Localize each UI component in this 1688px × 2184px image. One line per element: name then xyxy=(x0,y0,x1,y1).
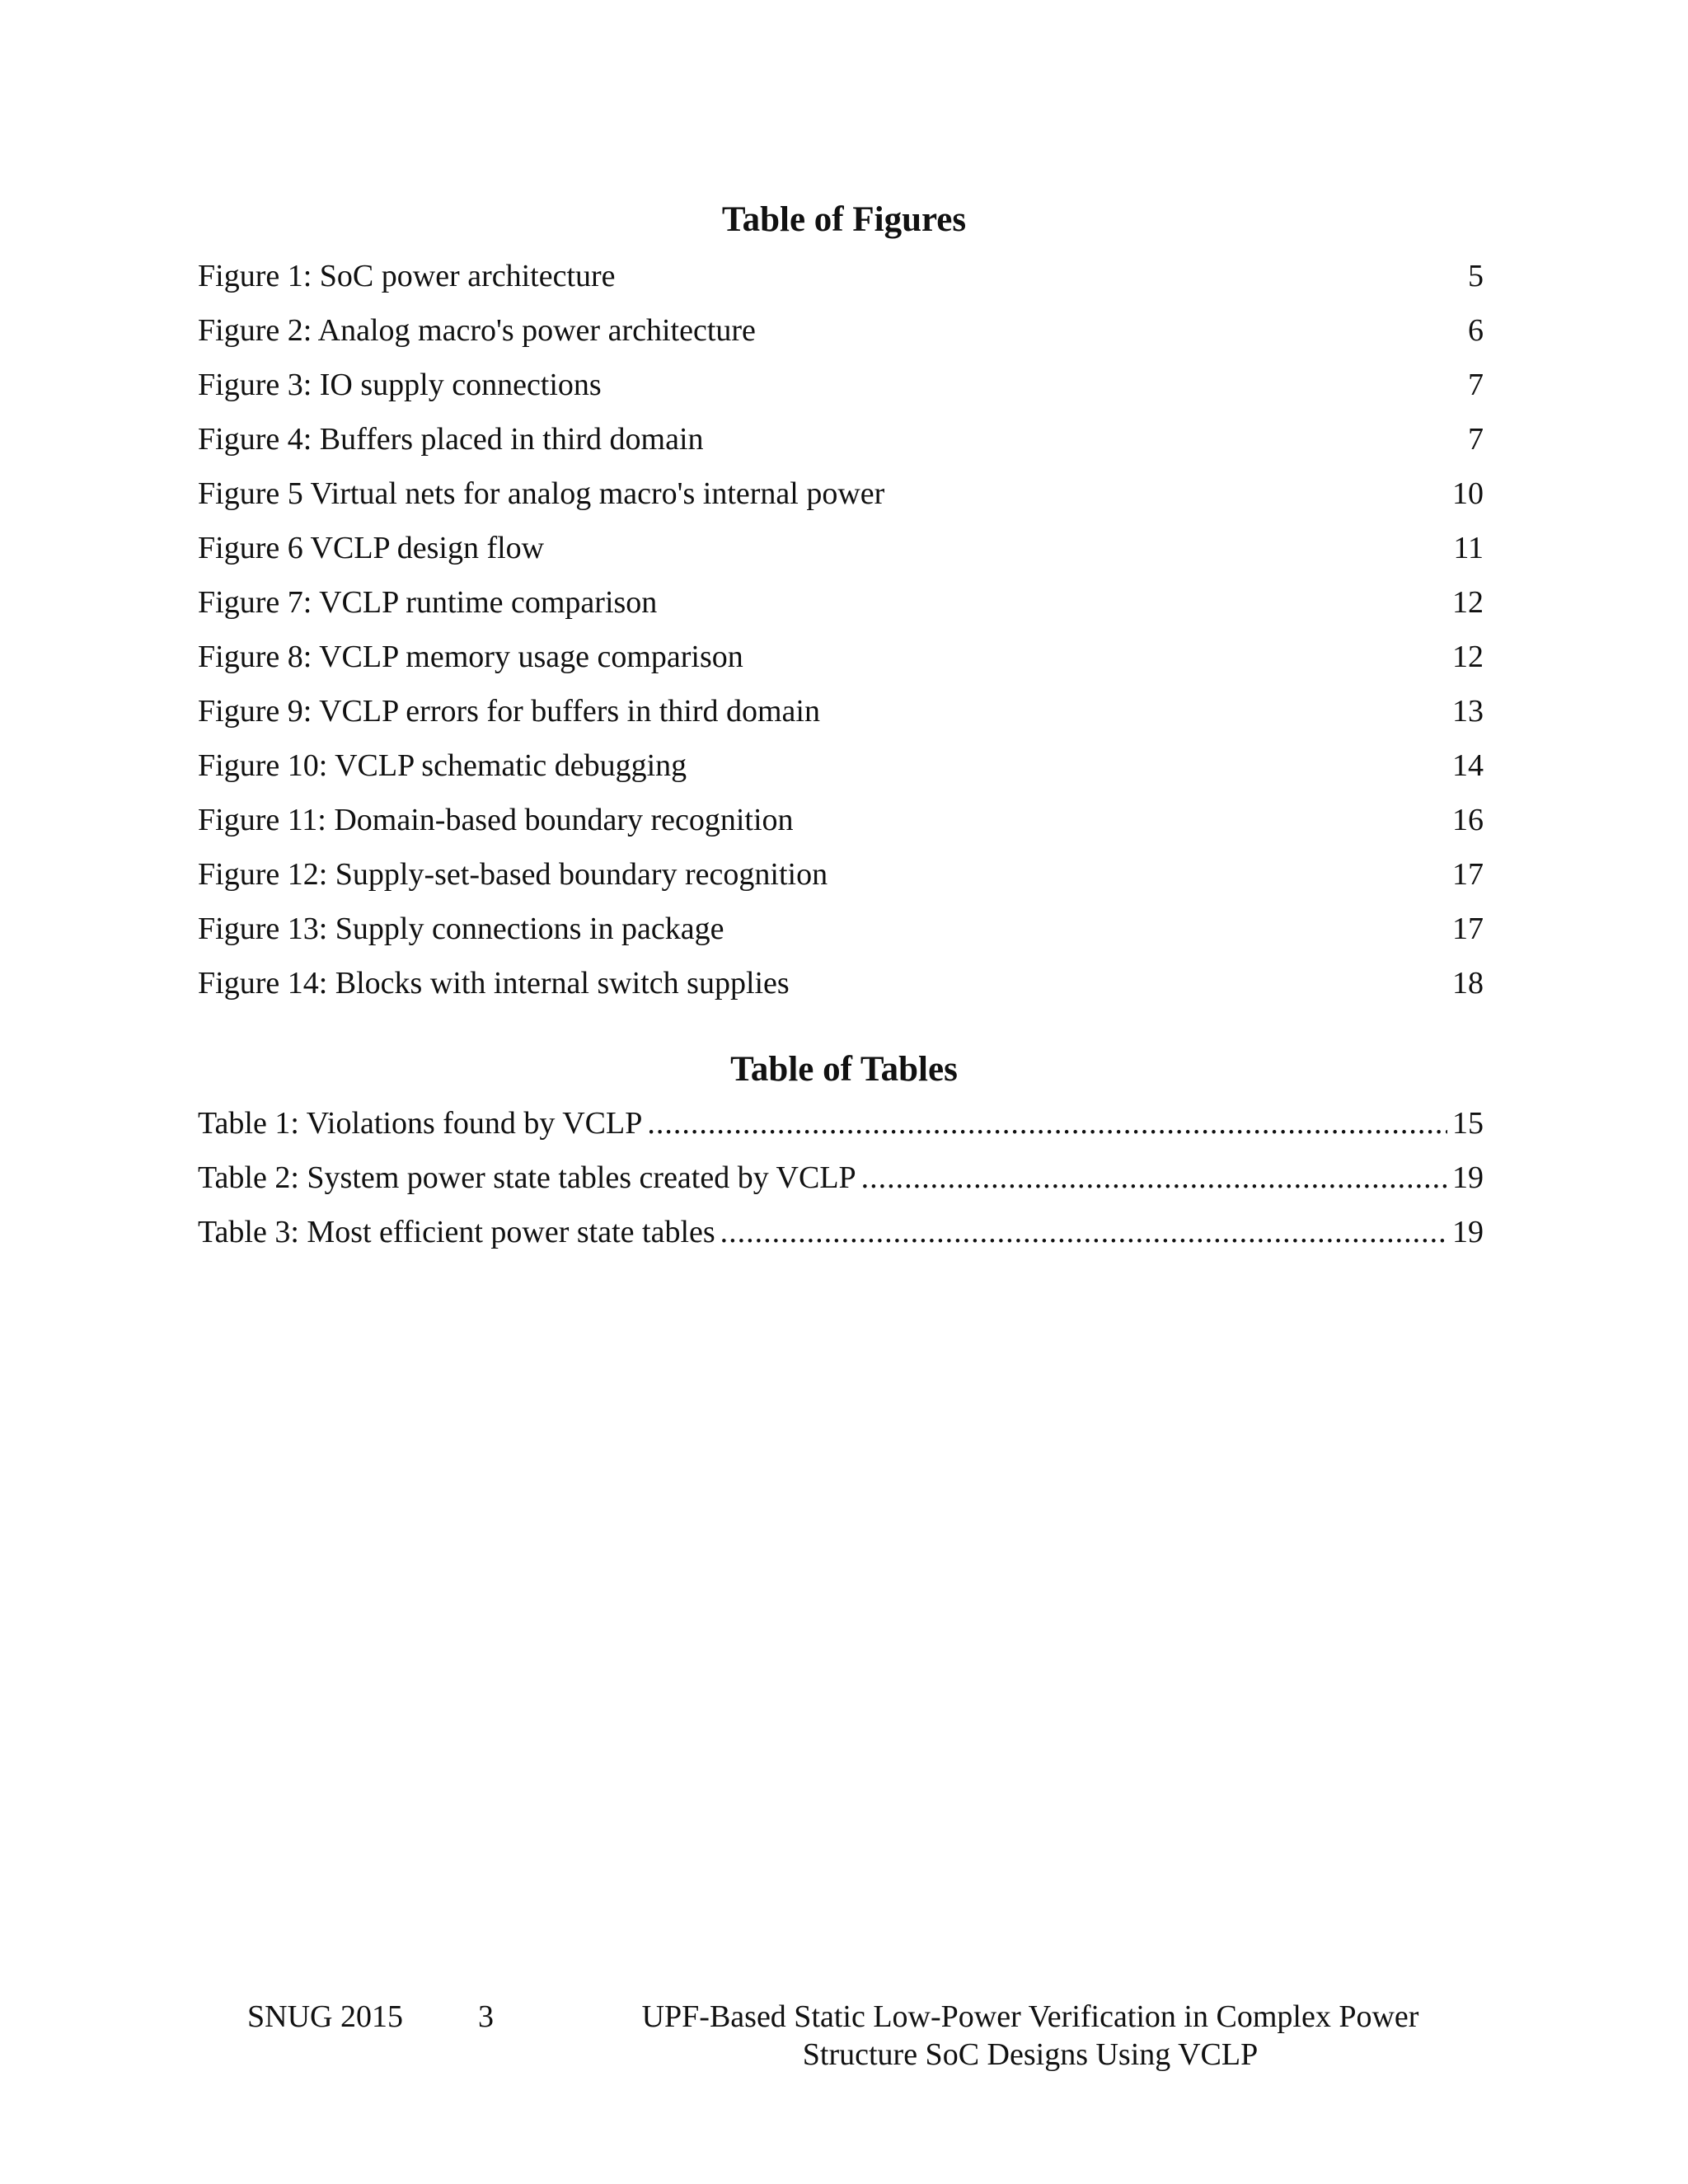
toc-entry-title[interactable]: Figure 8: VCLP memory usage comparison xyxy=(198,640,743,674)
toc-entry-page[interactable]: 13 xyxy=(1452,694,1484,729)
toc-entry-title[interactable]: Figure 5 Virtual nets for analog macro's internal power xyxy=(198,476,885,511)
figures-heading: Table of Figures xyxy=(721,200,967,239)
toc-entry-page[interactable]: 10 xyxy=(1452,476,1484,511)
toc-entry-title[interactable]: Figure 12: Supply-set-based boundary recognition xyxy=(198,857,828,892)
tables-list xyxy=(198,1104,1484,1268)
toc-entry-page[interactable]: 19 xyxy=(1452,1160,1484,1195)
toc-entry-page[interactable]: 16 xyxy=(1452,803,1484,837)
toc-entry-title[interactable]: Table 2: System power state tables created by VCLP xyxy=(198,1160,856,1195)
toc-entry-page[interactable]: 14 xyxy=(1452,748,1484,783)
figures-list xyxy=(198,257,1484,1019)
toc-entry-title[interactable]: Figure 3: IO supply connections xyxy=(198,368,602,402)
toc-row-figure-6[interactable] xyxy=(198,529,1484,583)
toc-entry-page[interactable]: 17 xyxy=(1452,857,1484,892)
toc-entry-page[interactable]: 17 xyxy=(1452,912,1484,946)
toc-entry-page[interactable]: 19 xyxy=(1452,1215,1484,1249)
toc-row-figure-1[interactable] xyxy=(198,257,1484,312)
toc-entry-title[interactable]: Figure 9: VCLP errors for buffers in third domain xyxy=(198,694,820,729)
toc-dot-leader xyxy=(720,1213,1447,1251)
toc-dot-leader xyxy=(861,1159,1447,1197)
toc-row-figure-4[interactable] xyxy=(198,420,1484,475)
toc-row-figure-14[interactable] xyxy=(198,964,1484,1019)
toc-entry-title[interactable]: Table 1: Violations found by VCLP xyxy=(198,1106,643,1141)
toc-entry-title[interactable]: Figure 11: Domain-based boundary recognition xyxy=(198,803,794,837)
toc-entry-page[interactable]: 7 xyxy=(1468,368,1484,402)
toc-dot-leader xyxy=(647,1104,1447,1142)
toc-row-figure-13[interactable] xyxy=(198,910,1484,964)
toc-row-figure-2[interactable] xyxy=(198,312,1484,366)
toc-row-figure-5[interactable] xyxy=(198,475,1484,529)
toc-entry-page[interactable]: 11 xyxy=(1453,531,1484,565)
footer-conference: SNUG 2015 xyxy=(247,1999,403,2034)
toc-row-table-3[interactable] xyxy=(198,1213,1484,1268)
toc-entry-title[interactable]: Figure 1: SoC power architecture xyxy=(198,259,616,293)
toc-row-table-1[interactable] xyxy=(198,1104,1484,1159)
toc-entry-title[interactable]: Figure 2: Analog macro's power architecture xyxy=(198,313,756,348)
toc-entry-title[interactable]: Figure 7: VCLP runtime comparison xyxy=(198,585,658,620)
toc-entry-page[interactable]: 7 xyxy=(1468,422,1484,457)
toc-entry-title[interactable]: Figure 14: Blocks with internal switch supplies xyxy=(198,966,790,1001)
tables-heading: Table of Tables xyxy=(730,1050,958,1089)
toc-row-figure-12[interactable] xyxy=(198,855,1484,910)
footer-title-line-1: UPF-Based Static Low-Power Verification in Complex Power xyxy=(641,1999,1419,2034)
toc-row-table-2[interactable] xyxy=(198,1159,1484,1213)
toc-entry-page[interactable]: 5 xyxy=(1468,259,1484,293)
footer-paper-title xyxy=(610,1998,1451,2074)
toc-entry-page[interactable]: 6 xyxy=(1468,313,1484,348)
toc-entry-title[interactable]: Figure 13: Supply connections in package xyxy=(198,912,724,946)
toc-row-figure-7[interactable] xyxy=(198,583,1484,638)
toc-row-figure-10[interactable] xyxy=(198,747,1484,801)
toc-row-figure-9[interactable] xyxy=(198,692,1484,747)
toc-entry-page[interactable]: 18 xyxy=(1452,966,1484,1001)
toc-entry-title[interactable]: Figure 10: VCLP schematic debugging xyxy=(198,748,687,783)
toc-entry-page[interactable]: 12 xyxy=(1452,640,1484,674)
toc-entry-page[interactable]: 12 xyxy=(1452,585,1484,620)
toc-row-figure-8[interactable] xyxy=(198,638,1484,692)
toc-entry-page[interactable]: 15 xyxy=(1452,1106,1484,1141)
footer-page-number: 3 xyxy=(478,1999,494,2034)
toc-row-figure-3[interactable] xyxy=(198,366,1484,420)
toc-entry-title[interactable]: Table 3: Most efficient power state tables xyxy=(198,1215,715,1249)
toc-entry-title[interactable]: Figure 4: Buffers placed in third domain xyxy=(198,422,704,457)
footer-title-line-2: Structure SoC Designs Using VCLP xyxy=(802,2037,1259,2072)
toc-entry-title[interactable]: Figure 6 VCLP design flow xyxy=(198,531,545,565)
toc-row-figure-11[interactable] xyxy=(198,801,1484,855)
